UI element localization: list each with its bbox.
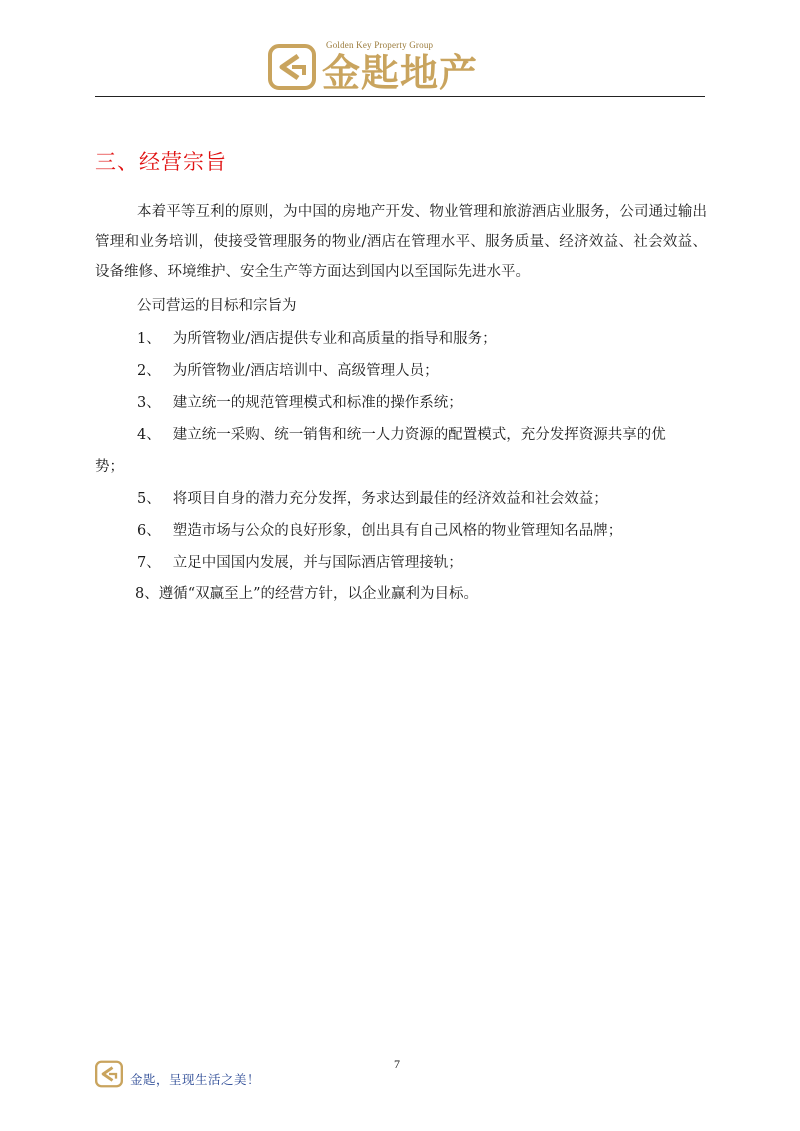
list-item (137, 553, 463, 573)
list-item (137, 361, 439, 381)
list-item-text: 立足中国国内发展，并与国际酒店管理接轨； (172, 555, 463, 571)
list-item (137, 393, 463, 413)
page-number: 7 (394, 1057, 400, 1071)
list-item-text: 遵循“双赢至上”的经营方针，以企业赢利为目标。 (158, 586, 479, 602)
list-item-text: 塑造市场与公众的良好形象，创出具有自己风格的物业管理知名品牌； (172, 523, 623, 539)
list-item-number: 2、 (137, 363, 161, 379)
intro-paragraph: 本着平等互利的原则，为中国的房地产开发、物业管理和旅游酒店业服务，公司通过输出管理和业务培训，使接受管理服务的物业/酒店在管理水平、服务质量、经济效益、社会效益、设备维修、环境维护、安全生产等方面达到国内以至国际先进水平。 (95, 204, 707, 280)
list-item-number: 8、 (135, 586, 159, 602)
list-item-number: 3、 (137, 395, 161, 411)
list-item (137, 329, 497, 349)
header-logo (268, 38, 528, 96)
list-item (137, 521, 622, 541)
list-item-text: 建立统一的规范管理模式和标准的操作系统； (172, 395, 463, 411)
list-item-text: 为所管物业/酒店培训中、高级管理人员； (172, 363, 439, 379)
list-item-number: 4、 (137, 427, 161, 443)
list-item-text: 将项目自身的潜力充分发挥，务求达到最佳的经济效益和社会效益； (172, 491, 608, 507)
list-item (137, 489, 608, 509)
section-title: 三、经营宗旨 (95, 150, 227, 174)
goals-intro: 公司营运的目标和宗旨为 (137, 298, 297, 314)
brand-english-name: Golden Key Property Group (326, 40, 434, 50)
list-item (137, 425, 666, 445)
footer-slogan: 金匙，呈现生活之美！ (130, 1072, 261, 1087)
list-item-number: 6、 (137, 523, 161, 539)
brand-chinese-name: 金匙地产 (322, 51, 479, 95)
list-item-number: 5、 (137, 491, 161, 507)
list-item (135, 584, 478, 604)
golden-key-logo-icon (268, 44, 316, 90)
list-item-number: 7、 (137, 555, 161, 571)
list-item-text: 建立统一采购、统一销售和统一人力资源的配置模式，充分发挥资源共享的优 (172, 427, 666, 443)
list-item-continuation: 势； (95, 459, 124, 475)
header-divider (95, 96, 705, 97)
list-item-text: 为所管物业/酒店提供专业和高质量的指导和服务； (172, 331, 497, 347)
footer-logo-icon (95, 1060, 123, 1088)
list-item-number: 1、 (137, 331, 161, 347)
